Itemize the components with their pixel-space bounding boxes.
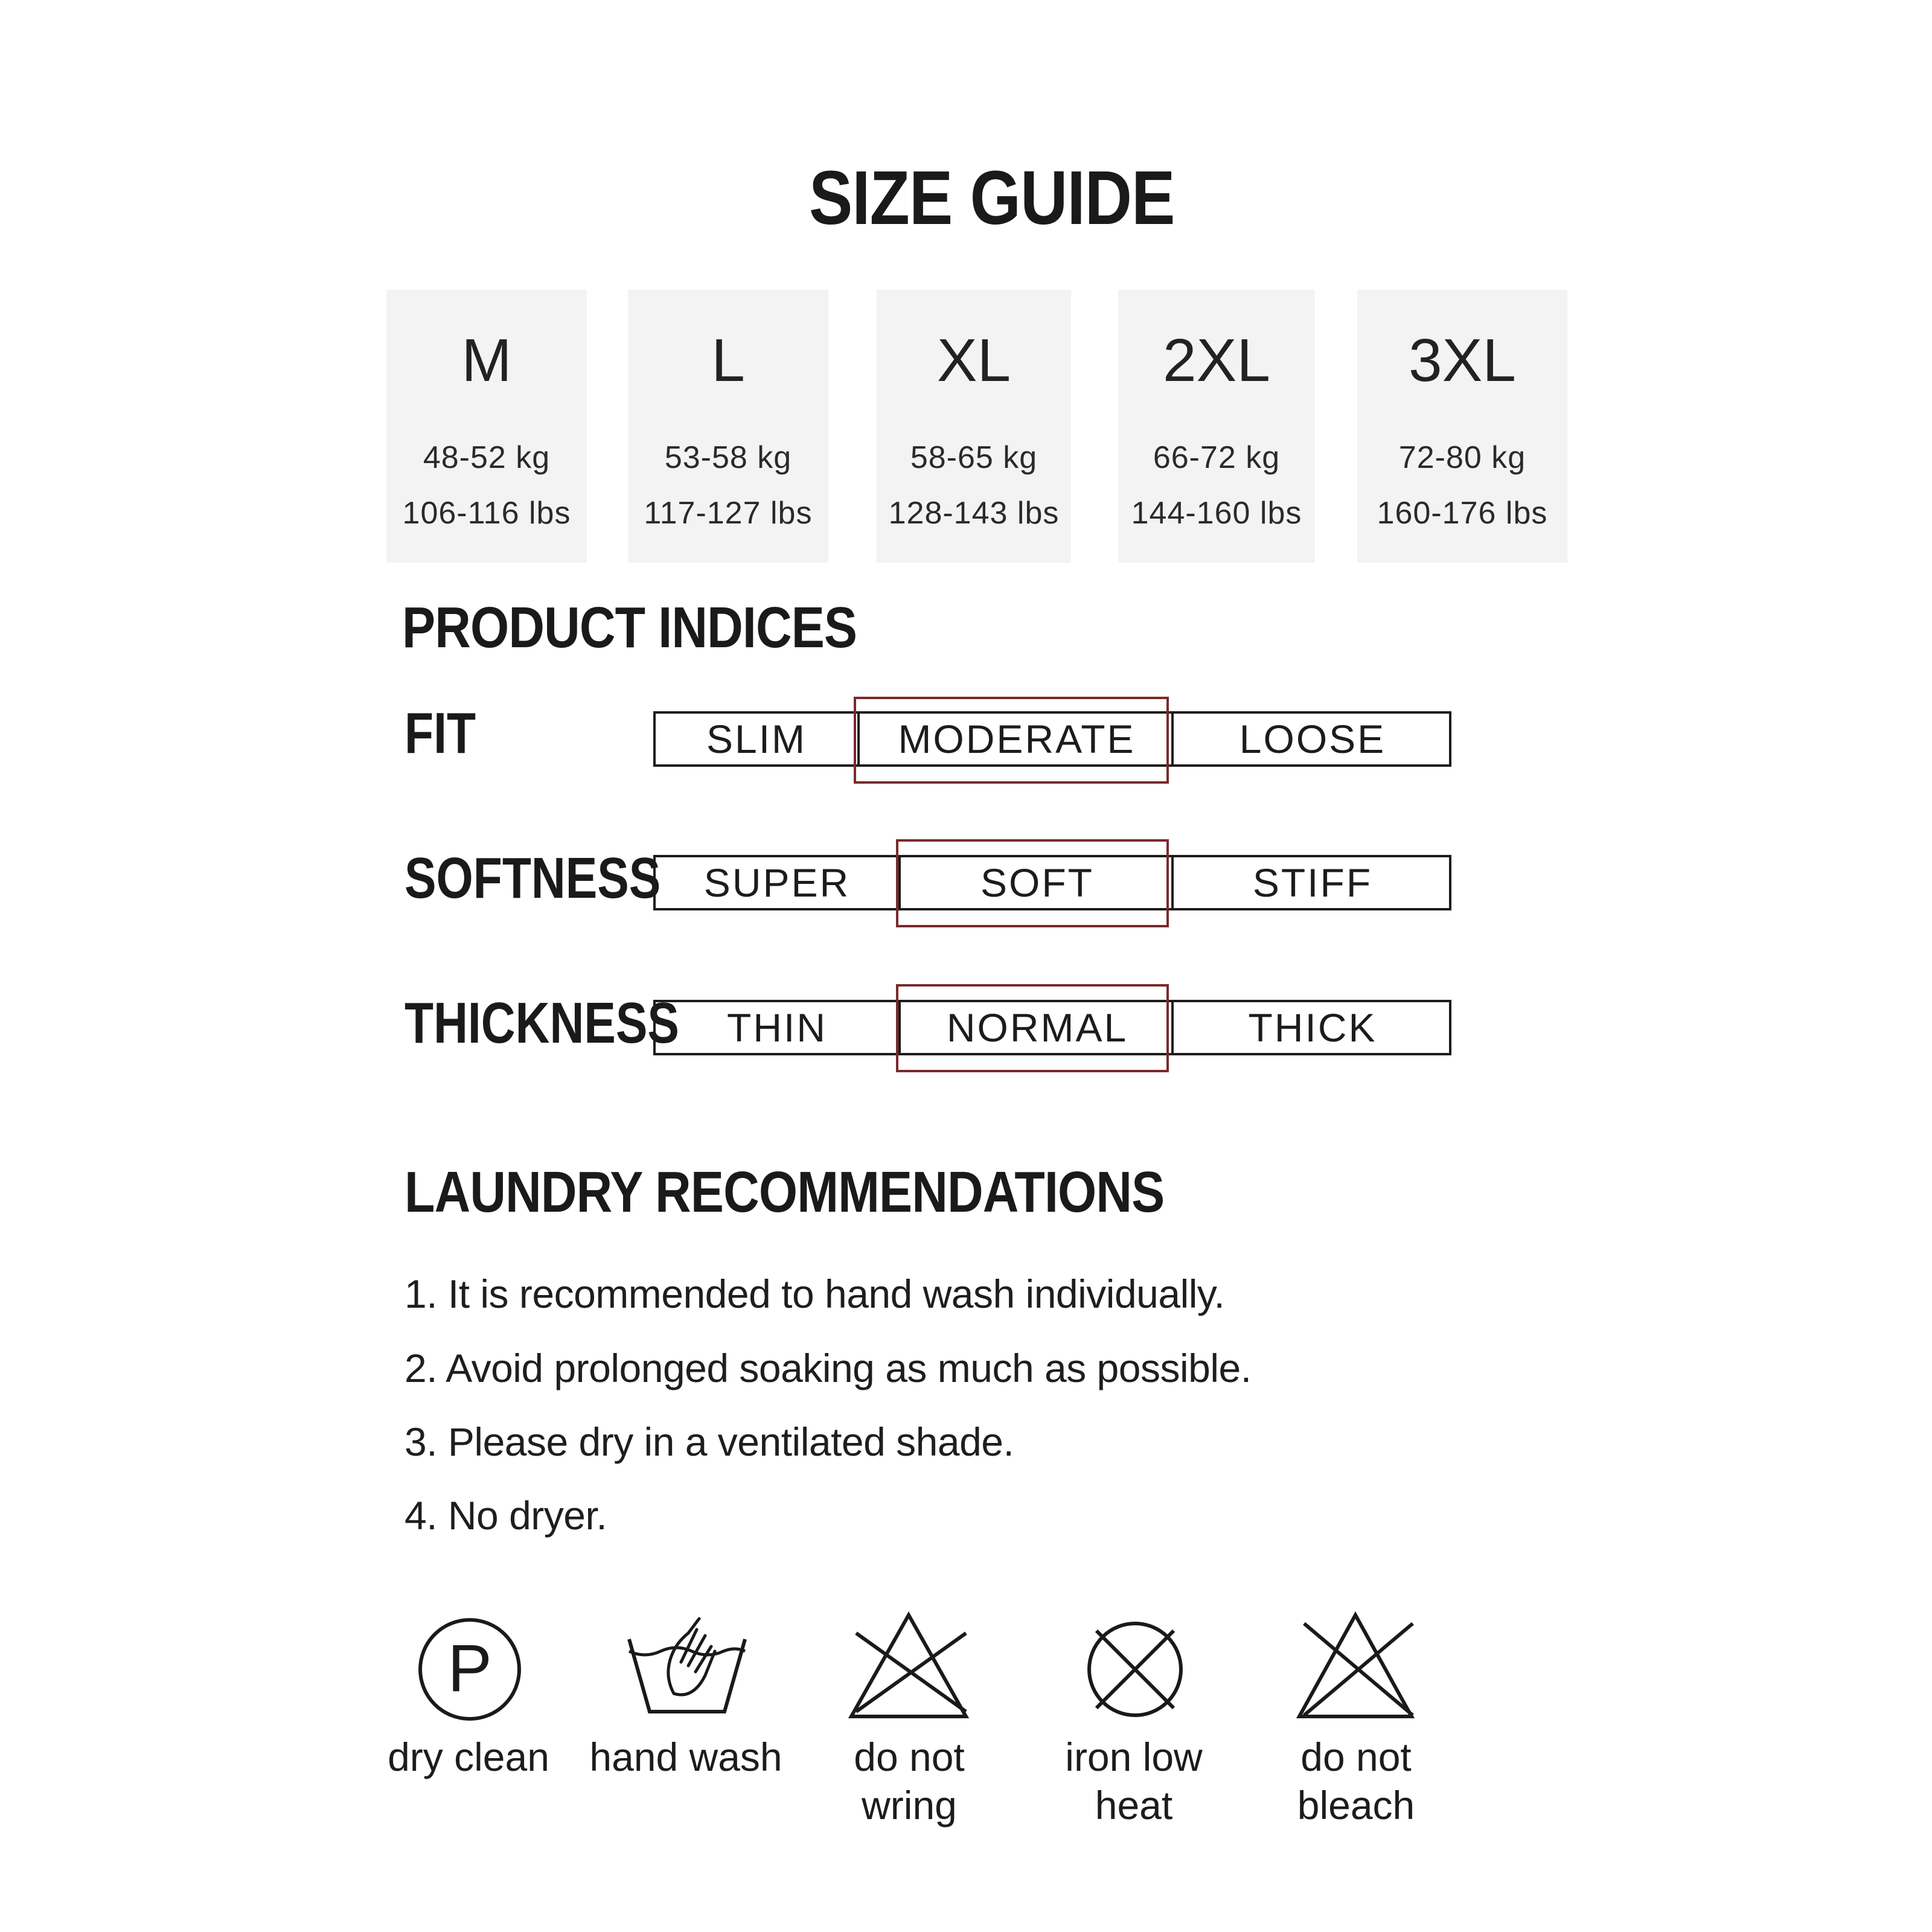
do-not-bleach-icon: [1292, 1609, 1419, 1730]
size-label: XL: [936, 327, 1011, 394]
softness-label: SOFTNESS: [405, 846, 661, 910]
fit-option-loose: LOOSE: [1171, 714, 1451, 764]
care-label-line: iron low: [1065, 1735, 1203, 1779]
laundry-rule: 4. No dryer.: [405, 1493, 607, 1538]
size-kg: 48-52 kg: [423, 440, 551, 475]
size-card-2xl: [1118, 290, 1315, 563]
care-label-iron-low-heat: [1031, 1733, 1236, 1829]
fit-label: FIT: [405, 701, 476, 766]
thickness-option-normal: NORMAL: [898, 1002, 1174, 1053]
softness-option-stiff: STIFF: [1171, 857, 1451, 908]
size-lbs: 160-176 lbs: [1377, 496, 1548, 531]
dry-clean-icon: [409, 1609, 530, 1730]
thickness-option-thick: THICK: [1171, 1002, 1451, 1053]
fit-selected-highlight: [854, 697, 1169, 784]
size-label: L: [711, 327, 745, 394]
size-card-3xl: [1357, 290, 1567, 563]
care-label-line: do not: [1300, 1735, 1412, 1779]
fit-option-slim: SLIM: [706, 717, 807, 761]
softness-option-super: SUPER: [703, 860, 851, 905]
laundry-rule: 2. Avoid prolonged soaking as much as possible.: [405, 1346, 1252, 1390]
size-lbs: 106-116 lbs: [402, 496, 571, 531]
hand-wash-icon: [621, 1609, 753, 1730]
thickness-option-thin: THIN: [727, 1005, 827, 1050]
care-label-do-not-wring: [807, 1733, 1012, 1829]
size-lbs: 117-127 lbs: [644, 496, 813, 531]
care-label-line: bleach: [1297, 1783, 1415, 1828]
size-kg: 72-80 kg: [1398, 440, 1526, 475]
do-not-wring-icon: [845, 1609, 972, 1730]
fit-option-moderate: MODERATE: [857, 714, 1174, 764]
size-kg: 66-72 kg: [1153, 440, 1281, 475]
thickness-label: THICKNESS: [405, 991, 679, 1055]
page-title: SIZE GUIDE: [809, 155, 1175, 240]
care-label-line: do not: [854, 1735, 965, 1779]
svg-text:P: P: [447, 1631, 492, 1706]
product-indices-heading: PRODUCT INDICES: [402, 595, 857, 660]
care-label-line: hand wash: [589, 1735, 782, 1779]
softness-option-soft: SOFT: [898, 857, 1174, 908]
size-card-xl: [877, 290, 1071, 563]
softness-selected-highlight: [896, 839, 1169, 927]
care-label-line: wring: [862, 1783, 957, 1828]
size-label: 2XL: [1163, 327, 1270, 394]
laundry-rule: 1. It is recommended to hand wash individually.: [405, 1271, 1225, 1316]
size-label: M: [461, 327, 512, 394]
care-label-do-not-bleach: [1253, 1733, 1459, 1829]
care-label-hand-wash: [583, 1733, 788, 1781]
thickness-selected-highlight: [896, 984, 1169, 1072]
laundry-heading: LAUNDRY RECOMMENDATIONS: [405, 1160, 1165, 1224]
care-label-dry-clean: [366, 1733, 571, 1781]
size-label: 3XL: [1409, 327, 1516, 394]
size-lbs: 128-143 lbs: [888, 496, 1060, 531]
size-kg: 53-58 kg: [664, 440, 792, 475]
care-label-line: heat: [1095, 1783, 1173, 1828]
size-lbs: 144-160 lbs: [1131, 496, 1302, 531]
size-card-l: [628, 290, 828, 563]
care-label-line: dry clean: [388, 1735, 549, 1779]
size-kg: 58-65 kg: [910, 440, 1038, 475]
iron-low-heat-icon: [1075, 1609, 1195, 1730]
laundry-rule: 3. Please dry in a ventilated shade.: [405, 1419, 1014, 1464]
size-card-m: [386, 290, 587, 563]
